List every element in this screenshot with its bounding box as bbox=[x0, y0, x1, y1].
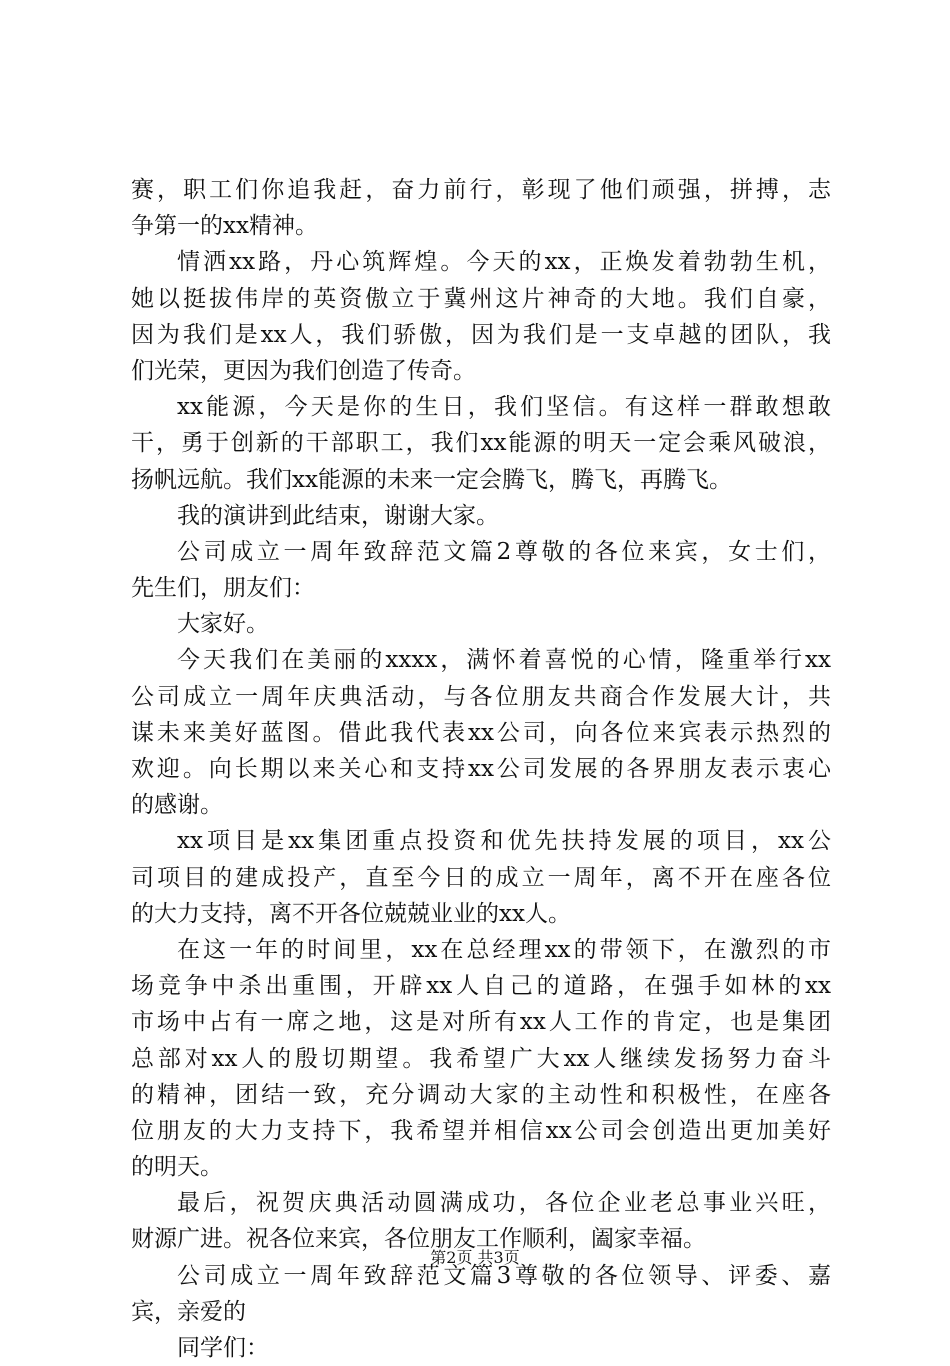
text-line: 谋未来美好蓝图。借此我代表xx公司，向各位来宾表示热烈的 bbox=[131, 719, 831, 746]
text-line: xx项目是xx集团重点投资和优先扶持发展的项目，xx公 bbox=[177, 828, 831, 855]
text-line: 的明天。 bbox=[131, 1154, 223, 1181]
page-number-label: 第2页 共3页 bbox=[430, 1248, 520, 1267]
text-line: 场竞争中杀出重围，开辟xx人自己的道路，在强手如林的xx bbox=[131, 973, 831, 1000]
text-line: 因为我们是xx人，我们骄傲，因为我们是一支卓越的团队，我 bbox=[131, 321, 831, 348]
text-line: 今天我们在美丽的xxxx，满怀着喜悦的心情，隆重举行xx bbox=[177, 647, 831, 674]
text-line: 她以挺拔伟岸的英资傲立于冀州这片神奇的大地。我们自豪， bbox=[131, 285, 831, 312]
text-line: 公司成立一周年致辞范文篇3尊敬的各位领导、评委、嘉 bbox=[177, 1262, 831, 1289]
text-line: 同学们： bbox=[177, 1335, 269, 1361]
text-line: 扬帆远航。我们xx能源的未来一定会腾飞，腾飞，再腾飞。 bbox=[131, 466, 732, 493]
text-line: 我的演讲到此结束，谢谢大家。 bbox=[177, 502, 499, 529]
text-line: 宾，亲爱的 bbox=[131, 1298, 246, 1325]
text-line: 公司成立一周年庆典活动，与各位朋友共商合作发展大计，共 bbox=[131, 683, 831, 710]
text-line: 市场中占有一席之地，这是对所有xx人工作的肯定，也是集团 bbox=[131, 1009, 831, 1036]
document-body bbox=[131, 172, 831, 1366]
text-line: 的大力支持，离不开各位兢兢业业的xx人。 bbox=[131, 900, 571, 927]
text-line: 的精神，团结一致，充分调动大家的主动性和积极性，在座各 bbox=[131, 1081, 831, 1108]
text-line: 赛，职工们你追我赶，奋力前行，彰现了他们顽强，拼搏，志 bbox=[131, 177, 831, 203]
text-line: 先生们，朋友们： bbox=[131, 575, 315, 602]
text-line: 司项目的建成投产，直至今日的成立一周年，离不开在座各位 bbox=[131, 864, 831, 891]
text-line: 大家好。 bbox=[177, 611, 269, 638]
text-line: 争第一的xx精神。 bbox=[131, 213, 318, 240]
text-line: 情洒xx路，丹心筑辉煌。今天的xx，正焕发着勃勃生机， bbox=[177, 249, 831, 276]
text-line: 最后，祝贺庆典活动圆满成功，各位企业老总事业兴旺， bbox=[177, 1190, 831, 1217]
text-line: 财源广进。祝各位来宾，各位朋友工作顺利，阖家幸福。 bbox=[131, 1226, 706, 1253]
text-line: 位朋友的大力支持下，我希望并相信xx公司会创造出更加美好 bbox=[131, 1117, 831, 1144]
text-line: 公司成立一周年致辞范文篇2尊敬的各位来宾，女士们， bbox=[177, 538, 831, 565]
text-line: 在这一年的时间里，xx在总经理xx的带领下，在激烈的市 bbox=[177, 936, 831, 963]
page-footer bbox=[0, 1248, 950, 1268]
text-line: 欢迎。向长期以来关心和支持xx公司发展的各界朋友表示衷心 bbox=[131, 756, 831, 782]
text-line: 干，勇于创新的干部职工，我们xx能源的明天一定会乘风破浪， bbox=[131, 430, 831, 457]
text-line: 的感谢。 bbox=[131, 792, 223, 819]
text-line: xx能源，今天是你的生日，我们坚信。有这样一群敢想敢 bbox=[177, 394, 831, 421]
text-line: 们光荣，更因为我们创造了传奇。 bbox=[131, 357, 476, 384]
text-line: 总部对xx人的殷切期望。我希望广大xx人继续发扬努力奋斗 bbox=[131, 1045, 831, 1072]
